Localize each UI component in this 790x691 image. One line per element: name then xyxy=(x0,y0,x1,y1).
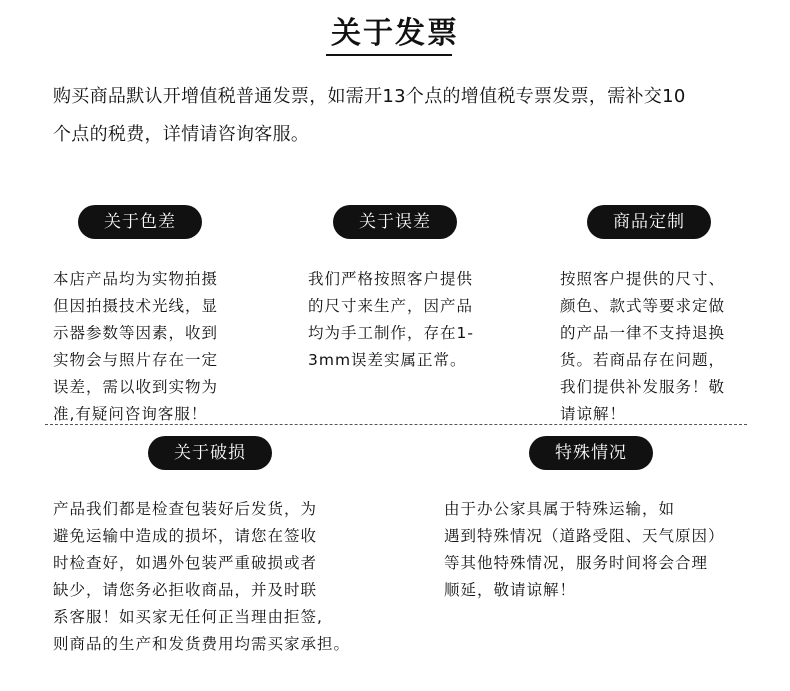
text-line: 则商品的生产和发货费用均需买家承担。 xyxy=(53,635,351,653)
text-line: 遇到特殊情况（道路受阻、天气原因） xyxy=(444,527,725,545)
text-line: 请谅解！ xyxy=(560,405,627,423)
text-line: 避免运输中造成的损坏，请您在签收 xyxy=(53,527,318,545)
text-line: 的尺寸来生产，因产品 xyxy=(308,297,474,315)
text-line: 系客服！如买家无任何正当理由拒签, xyxy=(53,608,323,626)
custom-heading: 商品定制 xyxy=(587,205,711,239)
text-line: 按照客户提供的尺寸、 xyxy=(560,270,726,288)
text-line: 我们严格按照客户提供 xyxy=(308,270,474,288)
title-underline xyxy=(326,54,452,56)
text-line: 由于办公家具属于特殊运输，如 xyxy=(444,500,676,518)
text-line: 均为手工制作，存在1- xyxy=(308,324,474,342)
text-line: 我们提供补发服务！敬 xyxy=(560,378,726,396)
text-line: 示器参数等因素，收到 xyxy=(53,324,219,342)
text-line: 产品我们都是检查包装好后发货，为 xyxy=(53,500,318,518)
text-line: 货。若商品存在问题， xyxy=(560,351,726,369)
text-line: 3mm误差实属正常。 xyxy=(308,351,467,369)
text-line: 颜色、款式等要求定做 xyxy=(560,297,726,315)
text-line: 实物会与照片存在一定 xyxy=(53,351,219,369)
color-diff-heading: 关于色差 xyxy=(78,205,202,239)
text-line: 顺延，敬请谅解！ xyxy=(444,581,577,599)
damage-text xyxy=(53,496,393,658)
damage-heading: 关于破损 xyxy=(148,436,272,470)
text-line: 误差，需以收到实物为 xyxy=(53,378,219,396)
text-line: 本店产品均为实物拍摄 xyxy=(53,270,219,288)
special-text xyxy=(444,496,774,604)
custom-text xyxy=(560,266,770,428)
text-line: 等其他特殊情况，服务时间将会合理 xyxy=(444,554,709,572)
text-line: 时检查好，如遇外包装严重破损或者 xyxy=(53,554,318,572)
intro-line: 购买商品默认开增值税普通发票，如需开13个点的增值税专票发票，需补交10 xyxy=(53,86,686,107)
intro-line: 个点的税费，详情请咨询客服。 xyxy=(53,124,310,145)
page-title: 关于发票 xyxy=(331,16,459,51)
text-line: 但因拍摄技术光线，显 xyxy=(53,297,219,315)
size-error-heading: 关于误差 xyxy=(333,205,457,239)
section-divider xyxy=(45,424,747,425)
text-line: 缺少，请您务必拒收商品，并及时联 xyxy=(53,581,318,599)
special-heading: 特殊情况 xyxy=(529,436,653,470)
size-error-text xyxy=(308,266,518,374)
text-line: 的产品一律不支持退换 xyxy=(560,324,726,342)
text-line: 准,有疑问咨询客服！ xyxy=(53,405,208,423)
invoice-intro xyxy=(53,78,753,154)
color-diff-text xyxy=(53,266,263,428)
